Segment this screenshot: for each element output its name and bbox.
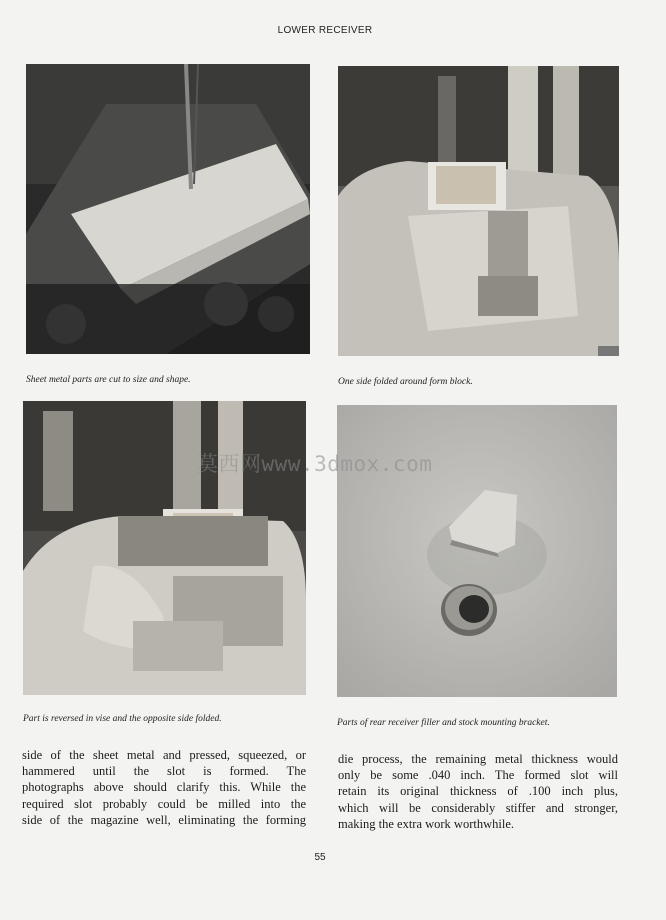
body-right-column: [338, 751, 618, 832]
caption-bottom-left: Part is reversed in vise and the opposite side folded.: [23, 714, 222, 724]
body-line: die process, the remaining metal thickness would: [338, 752, 618, 766]
photo-part-reversed: [23, 401, 306, 695]
page-header: LOWER RECEIVER: [277, 25, 373, 36]
watermark-text: 莫西网www.3dmox.com: [197, 452, 433, 476]
body-line: retain its original thickness of .100 inch plus,: [338, 784, 618, 799]
body-line: hammered until the slot is formed. The: [22, 764, 306, 779]
body-line: side of the sheet metal and pressed, squeezed, or: [22, 748, 306, 762]
caption-top-right: One side folded around form block.: [338, 377, 473, 387]
caption-top-left: Sheet metal parts are cut to size and shape.: [26, 375, 191, 385]
caption-bottom-right: Parts of rear receiver filler and stock mounting bracket.: [337, 718, 550, 728]
photo-side-folded: [338, 66, 619, 356]
body-left-column: [22, 747, 306, 828]
body-line: photographs above should clarify this. While the: [22, 780, 306, 795]
body-line: required slot probably could be milled into the: [22, 796, 306, 811]
page-number: 55: [314, 852, 326, 863]
body-line: making the extra work worthwhile.: [338, 816, 514, 831]
body-line: only be some .040 inch. The formed slot will: [338, 768, 618, 783]
body-line: which will be considerably stiffer and stronger,: [338, 800, 618, 815]
body-line: side of the magazine well, eliminating the forming: [22, 812, 306, 827]
photo-sheet-metal-cutting: [26, 64, 310, 354]
